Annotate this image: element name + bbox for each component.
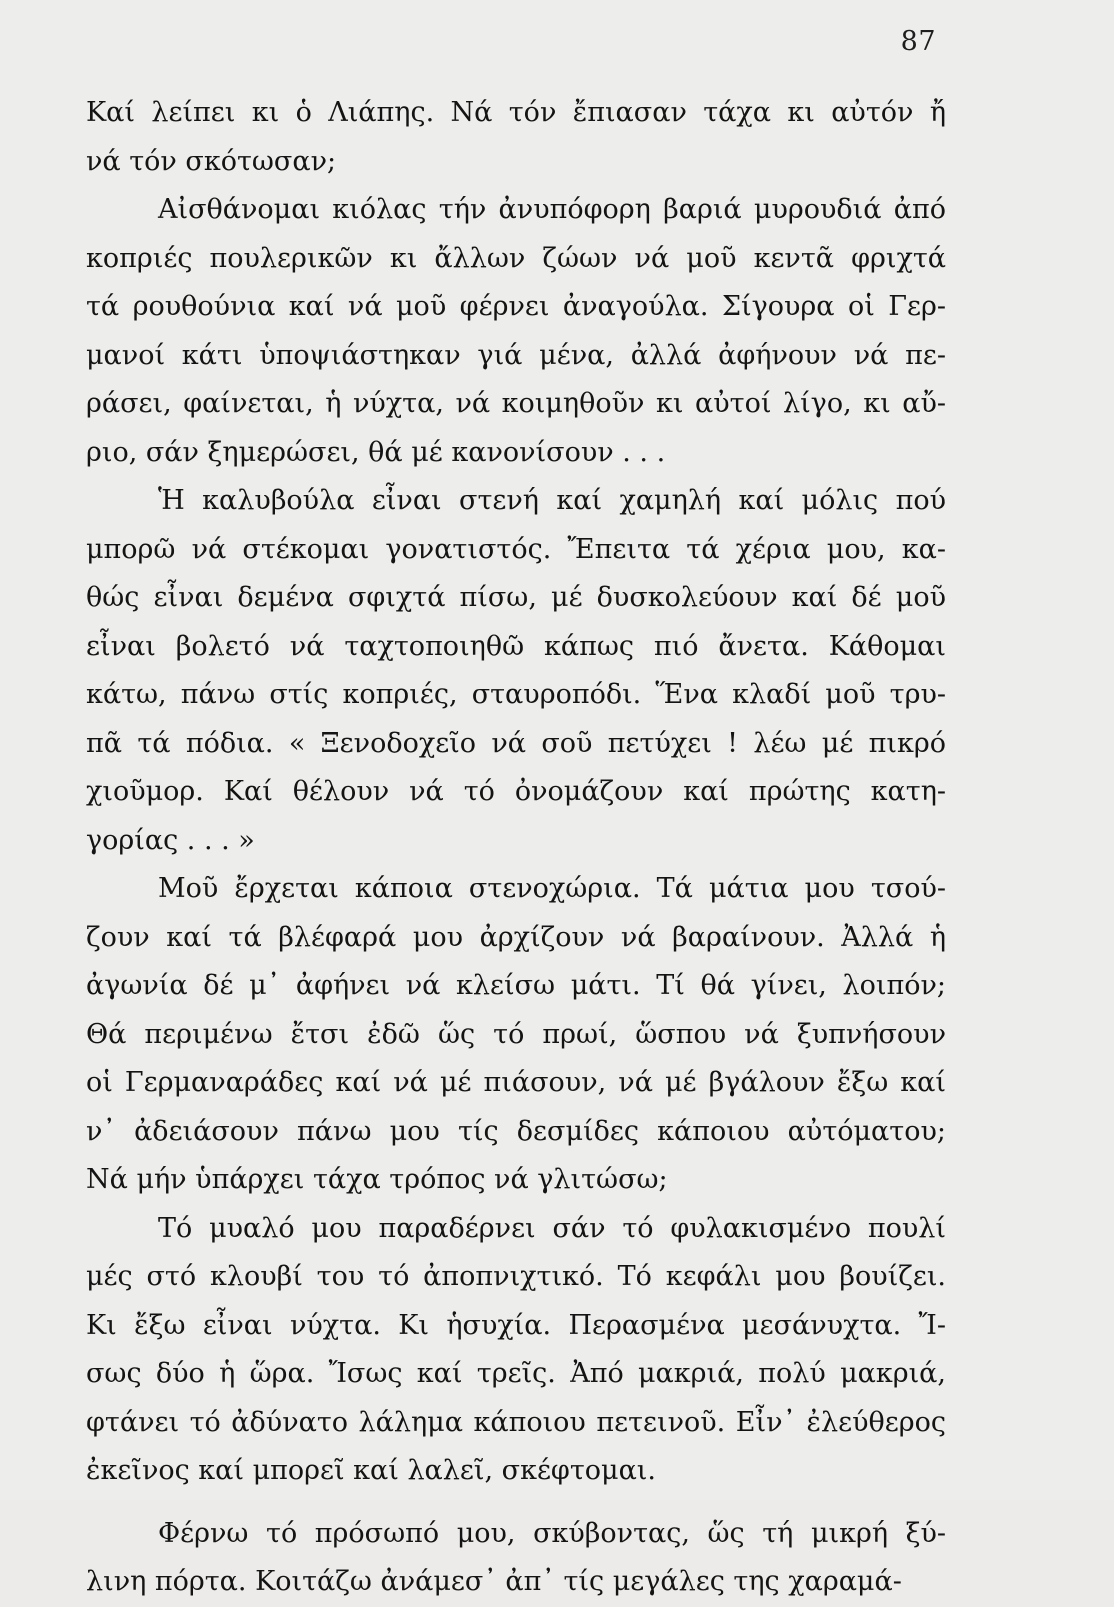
text-line: ν᾽ ἀδειάσουν πάνω μου τίς δεσμίδες κάποιου αὐτόματου; — [86, 1115, 946, 1147]
text-line: μπορῶ νά στέκομαι γονατιστός. Ἔπειτα τά χέρια μου, κα- — [86, 533, 946, 565]
text-line: πᾶ τά πόδια. « Ξενοδοχεῖο νά σοῦ πετύχει ! λέω μέ πικρό — [86, 727, 946, 759]
text-line: Θά περιμένω ἔτσι ἐδῶ ὥς τό πρωί, ὥσπου νά ξυπνήσουν — [86, 1018, 946, 1050]
text-line: Μοῦ ἔρχεται κάποια στενοχώρια. Τά μάτια μου τσού- — [158, 873, 946, 904]
text-line: Φέρνω τό πρόσωπό μου, σκύβοντας, ὥς τή μικρή ξύ- — [158, 1517, 946, 1549]
text-line: κοπριές πουλερικῶν κι ἄλλων ζώων νά μοῦ κεντᾶ φριχτά — [86, 242, 946, 274]
text-line: φτάνει τό ἀδύνατο λάλημα κάποιου πετεινοῦ. Εἶν᾽ ἐλεύθερος — [86, 1406, 946, 1438]
text-line: Τό μυαλό μου παραδέρνει σάν τό φυλακισμένο πουλί — [158, 1212, 946, 1244]
body-text — [86, 89, 946, 1607]
text-line: χιοῦμορ. Καί θέλουν νά τό ὀνομάζουν καί πρώτης κατη- — [86, 776, 946, 807]
text-line: μές στό κλουβί του τό ἀποπνιχτικό. Τό κεφάλι μου βουίζει. — [86, 1261, 946, 1292]
text-line: Ἡ καλυβούλα εἶναι στενή καί χαμηλή καί μόλις πού — [158, 485, 946, 516]
text-line: Αἰσθάνομαι κιόλας τήν ἀνυπόφορη βαριά μυρουδιά ἀπό — [158, 194, 946, 225]
text-line: Καί λείπει κι ὁ Λιάπης. Νά τόν ἔπιασαν τάχα κι αὐτόν ἤ — [86, 97, 946, 128]
text-line: ἐκεῖνος καί μπορεῖ καί λαλεῖ, σκέφτομαι. — [86, 1455, 656, 1486]
text-line: εἶναι βολετό νά ταχτοποιηθῶ κάπως πιό ἄνετα. Κάθομαι — [86, 630, 946, 662]
paragraph-gap — [86, 1496, 946, 1510]
paragraph — [86, 865, 946, 1205]
paragraph — [86, 89, 946, 186]
text-line: ζουν καί τά βλέφαρά μου ἀρχίζουν νά βαραίνουν. Ἀλλά ἡ — [86, 921, 946, 953]
page-number: 87 — [900, 26, 936, 57]
text-line: γορίας . . . » — [86, 824, 255, 856]
text-line: ἀγωνία δέ μ᾽ ἀφήνει νά κλείσω μάτι. Τί θά γίνει, λοιπόν; — [86, 970, 946, 1001]
text-line: μανοί κάτι ὑποψιάστηκαν γιά μένα, ἀλλά ἀφήνουν νά πε- — [86, 339, 946, 371]
text-line: νά τόν σκότωσαν; — [86, 145, 337, 177]
text-line: λινη πόρτα. Κοιτάζω ἀνάμεσ᾽ ἀπ᾽ τίς μεγάλες της χαραμά- — [86, 1566, 902, 1597]
text-line: Νά μήν ὑπάρχει τάχα τρόπος νά γλιτώσω; — [86, 1164, 668, 1195]
text-line: ριο, σάν ξημερώσει, θά μέ κανονίσουν . . . — [86, 436, 666, 468]
paragraph — [86, 477, 946, 865]
paragraph — [86, 1510, 946, 1607]
text-line: κάτω, πάνω στίς κοπριές, σταυροπόδι. Ἕνα κλαδί μοῦ τρυ- — [86, 679, 946, 710]
paragraph — [86, 186, 946, 477]
text-line: θώς εἶναι δεμένα σφιχτά πίσω, μέ δυσκολεύουν καί δέ μοῦ — [86, 582, 946, 613]
text-line: τά ρουθούνια καί νά μοῦ φέρνει ἀναγούλα. Σίγουρα οἱ Γερ- — [86, 291, 946, 322]
paragraph — [86, 1205, 946, 1496]
text-line: σως δύο ἡ ὥρα. Ἴσως καί τρεῖς. Ἀπό μακριά, πολύ μακριά, — [86, 1358, 946, 1389]
text-line: Κι ἔξω εἶναι νύχτα. Κι ἡσυχία. Περασμένα μεσάνυχτα. Ἴ- — [86, 1309, 946, 1341]
text-line: οἱ Γερμαναράδες καί νά μέ πιάσουν, νά μέ βγάλουν ἔξω καί — [86, 1067, 946, 1098]
text-line: ράσει, φαίνεται, ἡ νύχτα, νά κοιμηθοῦν κι αὐτοί λίγο, κι αὔ- — [86, 388, 946, 419]
